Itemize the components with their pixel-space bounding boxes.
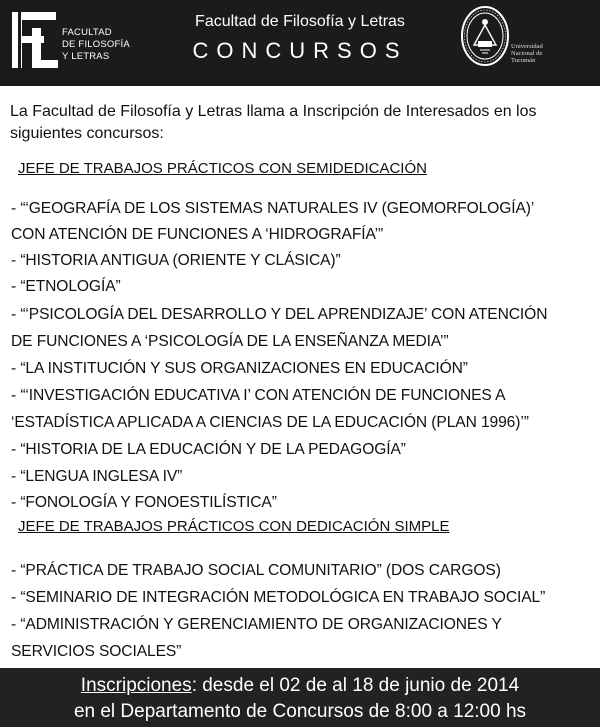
list-item: DE FUNCIONES A ‘PSICOLOGÍA DE LA ENSEÑANZA MEDIA’” xyxy=(11,333,449,350)
section-heading-semidedicacion: JEFE DE TRABAJOS PRÁCTICOS CON SEMIDEDICACIÓN xyxy=(18,160,427,177)
faculty-name: FACULTAD DE FILOSOFÍA Y LETRAS xyxy=(62,27,130,62)
list-item: - “ADMINISTRACIÓN Y GERENCIAMIENTO DE ORGANIZACIONES Y xyxy=(11,616,502,633)
list-item: - “HISTORIA ANTIGUA (ORIENTE Y CLÁSICA)” xyxy=(11,252,341,269)
list-item: - “SEMINARIO DE INTEGRACIÓN METODOLÓGICA EN TRABAJO SOCIAL” xyxy=(11,589,546,606)
list-item: - “ETNOLOGÍA” xyxy=(11,278,121,295)
main-content xyxy=(0,86,600,668)
list-item: SERVICIOS SOCIALES” xyxy=(11,643,182,660)
list-item: - “‘GEOGRAFÍA DE LOS SISTEMAS NATURALES IV (GEOMORFOLOGÍA)’ xyxy=(11,200,535,217)
list-item: - “HISTORIA DE LA EDUCACIÓN Y DE LA PEDAGOGÍA” xyxy=(11,441,406,458)
university-name: Universidad Nacional de Tucumán xyxy=(511,43,543,64)
list-item: - “LENGUA INGLESA IV” xyxy=(11,468,183,485)
section-heading-dedicacion-simple: JEFE DE TRABAJOS PRÁCTICOS CON DEDICACIÓN SIMPLE xyxy=(18,518,450,535)
list-item: - “‘INVESTIGACIÓN EDUCATIVA I’ CON ATENCIÓN DE FUNCIONES A xyxy=(11,387,506,404)
list-item: - “PRÁCTICA DE TRABAJO SOCIAL COMUNITARIO” (DOS CARGOS) xyxy=(11,562,501,579)
list-item: ‘ESTADÍSTICA APLICADA A CIENCIAS DE LA EDUCACIÓN (PLAN 1996)’” xyxy=(11,414,529,431)
header-title: Facultad de Filosofía y Letras xyxy=(195,13,405,30)
list-item: - “LA INSTITUCIÓN Y SUS ORGANIZACIONES EN EDUCACIÓN” xyxy=(11,360,468,377)
registration-location: en el Departamento de Concursos de 8:00 a 12:00 hs xyxy=(73,701,527,722)
header-subtitle: CONCURSOS xyxy=(192,38,408,63)
list-item: - “‘PSICOLOGÍA DEL DESARROLLO Y DEL APRENDIZAJE’ CON ATENCIÓN xyxy=(11,306,548,323)
list-item: - “FONOLOGÍA Y FONOESTILÍSTICA” xyxy=(11,494,277,511)
footer-band xyxy=(0,668,600,727)
intro-text: La Facultad de Filosofía y Letras llama a Inscripción de Interesados en los siguientes concursos: xyxy=(10,103,537,142)
registration-dates-text: : desde el 02 de al 18 de junio de 2014 xyxy=(191,675,520,696)
header-band xyxy=(0,0,600,86)
registration-dates xyxy=(0,675,600,697)
list-item: CON ATENCIÓN DE FUNCIONES A ‘HIDROGRAFÍA’” xyxy=(11,226,384,243)
registration-label: Inscripciones xyxy=(80,675,192,696)
university-seal-icon xyxy=(460,5,510,67)
